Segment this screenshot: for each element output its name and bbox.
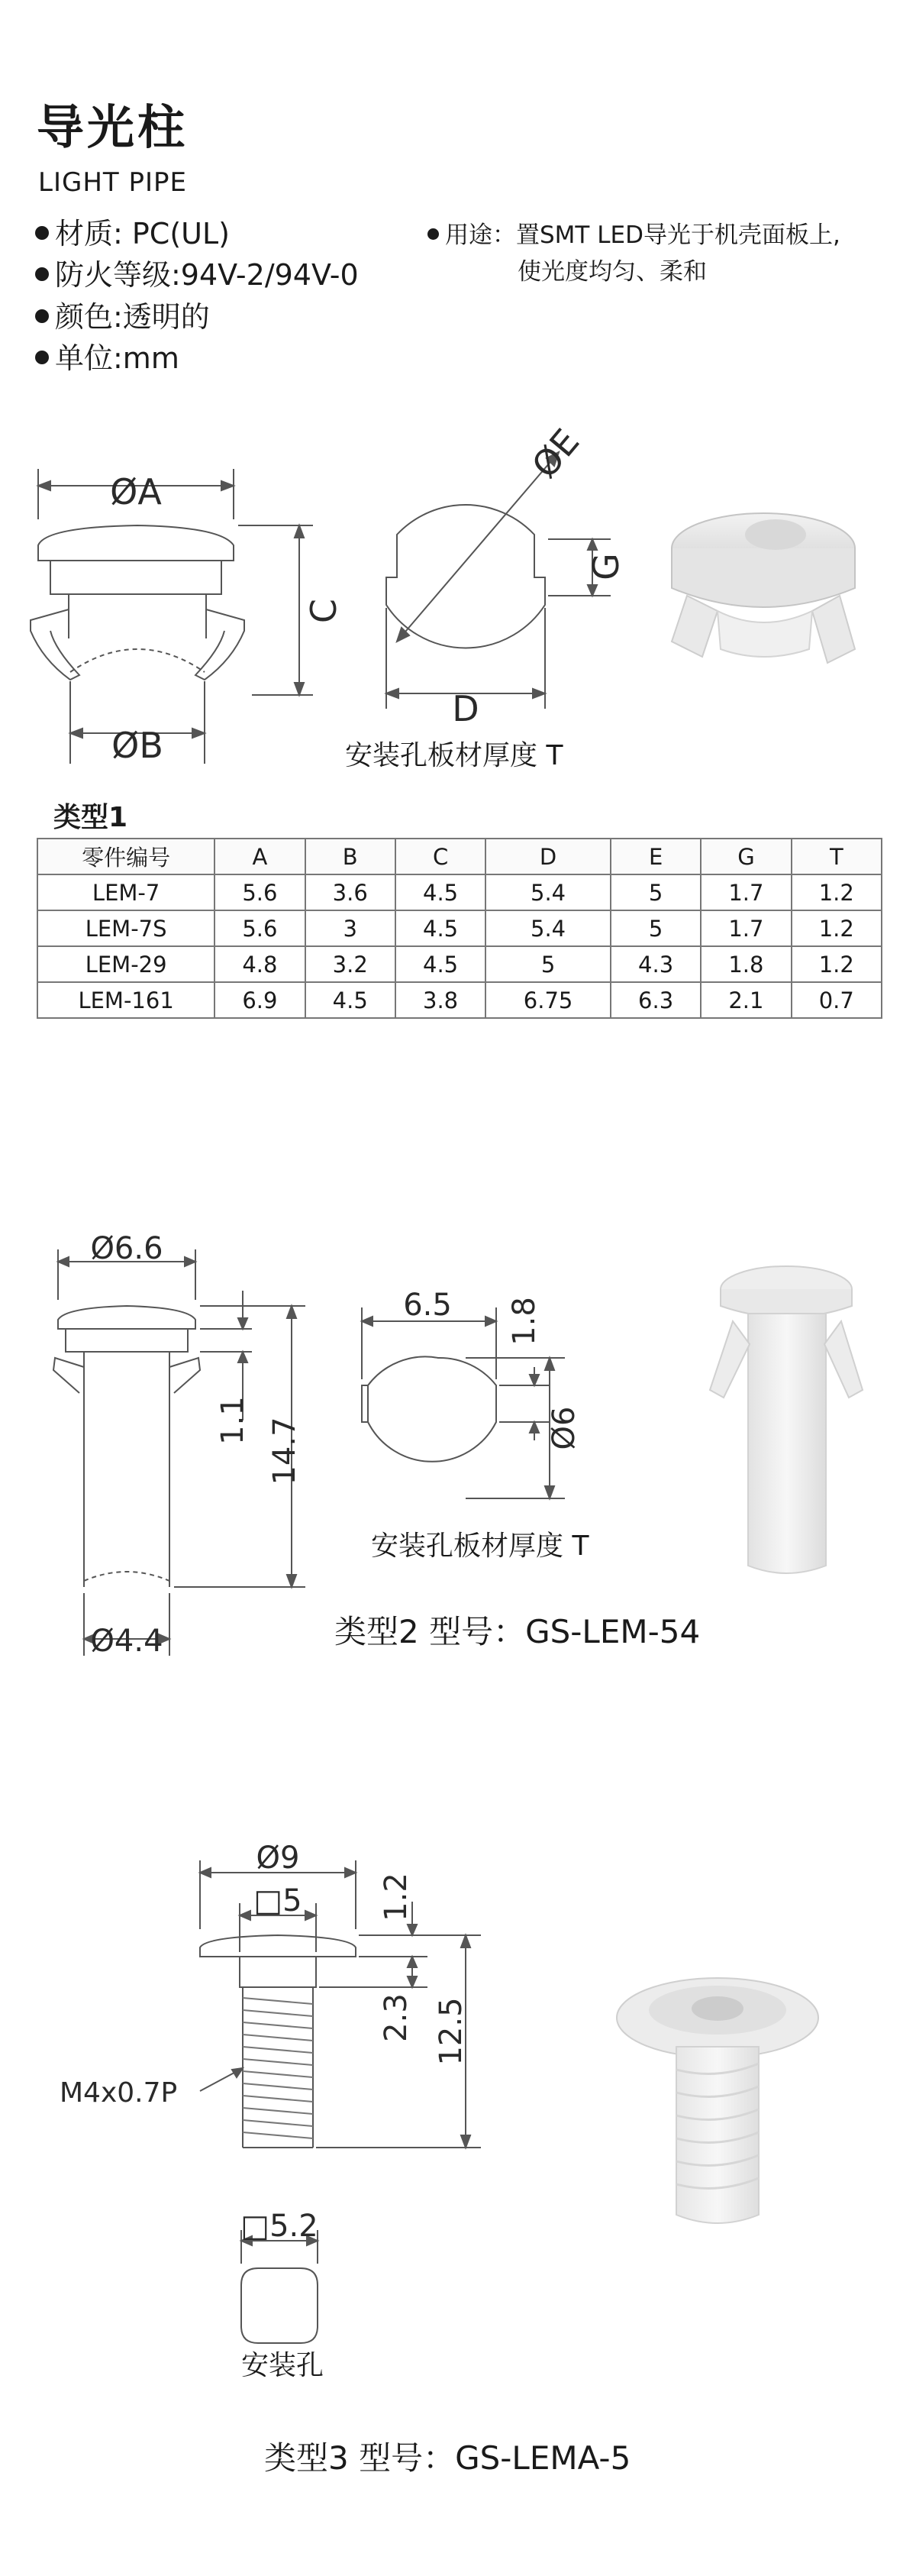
spec-color: 颜色:透明的 [35, 302, 210, 331]
dim-d-label: Ø6 [547, 1406, 582, 1450]
dim-g-label: 1.8 [507, 1297, 542, 1346]
dim-h1-label: 1.1 [215, 1396, 250, 1445]
table-cell: LEM-161 [37, 982, 214, 1018]
table-row [37, 946, 882, 982]
table-cell: 4.5 [305, 982, 395, 1018]
dim-thread-label: M4x0.7P [60, 2077, 178, 2109]
dim-G-label: G [585, 553, 627, 580]
dim-D-label: D [452, 688, 479, 729]
table-header-cell: G [701, 839, 791, 874]
dim-C-label: C [303, 598, 344, 624]
type3-hole-view [241, 2230, 318, 2343]
table-cell: 3.2 [305, 946, 395, 982]
type3-caption: 安装孔 [241, 2350, 324, 2381]
table-cell: 4.5 [395, 946, 485, 982]
type2-caption: 安装孔板材厚度 T [371, 1530, 589, 1562]
dim-B-label: ØB [111, 725, 163, 766]
page-title: 导光柱 [37, 99, 189, 155]
table-cell: 3.8 [395, 982, 485, 1018]
table-header-cell: D [485, 839, 611, 874]
table-header-cell: 零件编号 [37, 839, 214, 874]
table-cell: 5 [485, 946, 611, 982]
dim-h2-label: 2.3 [379, 1993, 414, 2042]
type2-product-photo [710, 1266, 863, 1573]
table-cell: 5 [611, 874, 701, 910]
table-cell: 5.4 [485, 874, 611, 910]
type3-label: 类型3 型号：GS-LEMA-5 [264, 2439, 631, 2477]
table-cell: 3.6 [305, 874, 395, 910]
dim-h3-label: 12.5 [434, 1997, 469, 2066]
table-cell: 5.6 [214, 874, 305, 910]
table-cell: LEM-7S [37, 910, 214, 946]
table-row [37, 982, 882, 1018]
table-header-cell: A [214, 839, 305, 874]
table-cell: 1.7 [701, 910, 791, 946]
table-cell: LEM-29 [37, 946, 214, 982]
type3-product-photo [617, 1978, 818, 2223]
table-cell: 6.9 [214, 982, 305, 1018]
type1-hole-view [386, 452, 611, 709]
table-cell: 5 [611, 910, 701, 946]
table-cell: 4.5 [395, 910, 485, 946]
type1-product-photo [672, 513, 855, 663]
dim-A-label: ØA [110, 471, 162, 512]
dim-bottom-label: Ø4.4 [90, 1624, 163, 1659]
table-cell: 6.75 [485, 982, 611, 1018]
table-cell: 5.6 [214, 910, 305, 946]
table-cell: 5.4 [485, 910, 611, 946]
table-cell: 3 [305, 910, 395, 946]
table-cell: 4.5 [395, 874, 485, 910]
type1-spec-table [37, 838, 882, 1019]
dim-E-label: ØE [524, 421, 588, 486]
table-cell: 1.2 [792, 946, 882, 982]
table-cell: 1.2 [792, 910, 882, 946]
table-cell: 0.7 [792, 982, 882, 1018]
usage-note: 用途：置SMT LED导光于机壳面板上, 使光度均匀、柔和 [427, 217, 840, 290]
type2-label: 类型2 型号：GS-LEM-54 [334, 1613, 701, 1650]
table-cell: LEM-7 [37, 874, 214, 910]
type3-drawings [0, 1818, 916, 2413]
dim-sq-label: □5 [253, 1883, 302, 1918]
table-cell: 1.2 [792, 874, 882, 910]
table-header-cell: C [395, 839, 485, 874]
spec-material: 材质: PC(UL) [35, 219, 230, 248]
table-header-cell: T [792, 839, 882, 874]
table-header-cell: B [305, 839, 395, 874]
spec-fire-rating: 防火等级:94V-2/94V-0 [35, 260, 359, 289]
table-row [37, 874, 882, 910]
dim-w-label: 6.5 [403, 1288, 452, 1323]
table-cell: 2.1 [701, 982, 791, 1018]
dim-top-label: Ø9 [256, 1841, 300, 1876]
dim-h1-label: 1.2 [379, 1873, 414, 1921]
table-row [37, 910, 882, 946]
table-cell: 4.8 [214, 946, 305, 982]
page-subtitle: LIGHT PIPE [38, 167, 187, 198]
table-cell: 1.8 [701, 946, 791, 982]
spec-unit: 单位:mm [35, 344, 179, 373]
type1-side-view [31, 469, 313, 764]
table-header-cell: E [611, 839, 701, 874]
table-cell: 4.3 [611, 946, 701, 982]
table-cell: 1.7 [701, 874, 791, 910]
dim-h2-label: 14.7 [267, 1417, 302, 1485]
table-cell: 6.3 [611, 982, 701, 1018]
dim-top-label: Ø6.6 [90, 1231, 163, 1266]
dim-hole-label: □5.2 [240, 2209, 318, 2244]
table-header-row [37, 839, 882, 874]
type1-caption: 安装孔板材厚度 T [345, 740, 563, 771]
type1-label: 类型1 [53, 802, 128, 833]
